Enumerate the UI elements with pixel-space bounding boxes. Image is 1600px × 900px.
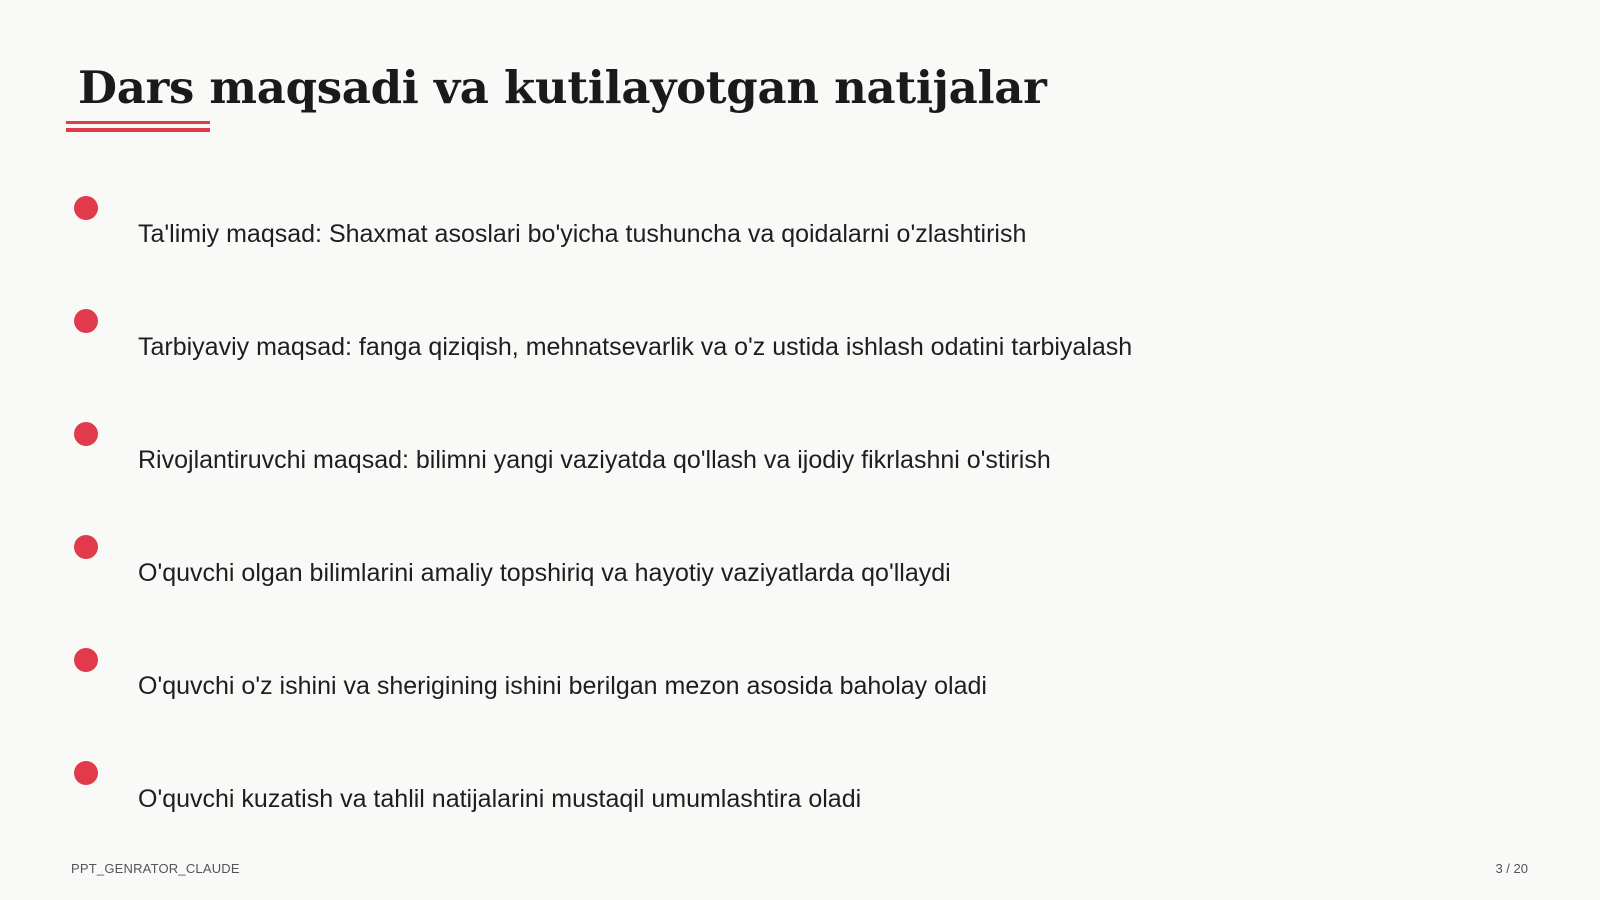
bullet-dot-icon [74,535,98,559]
list-item [0,422,1400,502]
bullet-dot-icon [74,309,98,333]
bullet-dot-icon [74,648,98,672]
bullet-dot-icon [74,761,98,785]
bullet-text: O'quvchi olgan bilimlarini amaliy topshiriq va hayotiy vaziyatlarda qo'llaydi [138,559,951,587]
bullet-text: Rivojlantiruvchi maqsad: bilimni yangi vaziyatda qo'llash va ijodiy fikrlashni o'stirish [138,446,1051,474]
list-item [0,196,1400,276]
bullet-text: Ta'limiy maqsad: Shaxmat asoslari bo'yicha tushuncha va qoidalarni o'zlashtirish [138,220,1027,248]
bullet-dot-icon [74,196,98,220]
bullet-text: O'quvchi o'z ishini va sherigining ishini berilgan mezon asosida baholay oladi [138,672,987,700]
list-item [0,648,1400,728]
list-item [0,761,1400,841]
list-item [0,535,1400,615]
bullet-text: O'quvchi kuzatish va tahlil natijalarini mustaqil umumlashtira oladi [138,785,862,813]
list-item [0,309,1400,389]
bullet-text: Tarbiyaviy maqsad: fanga qiziqish, mehnatsevarlik va o'z ustida ishlash odatini tarbiyalash [138,333,1133,361]
bullet-dot-icon [74,422,98,446]
page-number: 3 / 20 [1495,861,1528,876]
slide-title: Dars maqsadi va kutilayotgan natijalar [78,61,1047,114]
footer-brand: PPT_GENRATOR_CLAUDE [71,861,240,876]
